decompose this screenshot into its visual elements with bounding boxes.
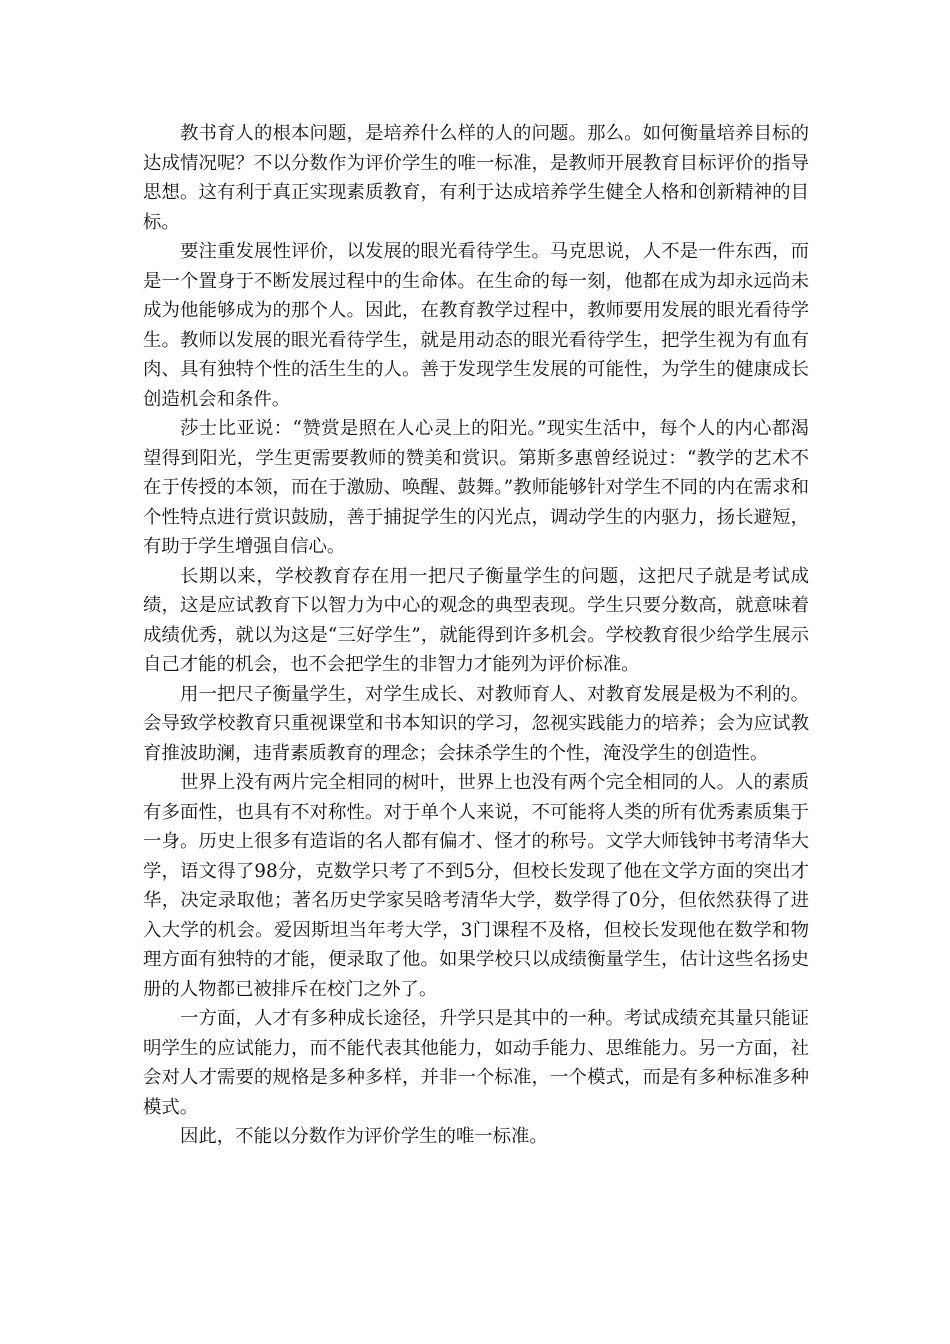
paragraph: 一方面，人才有多种成长途径，升学只是其中的一种。考试成绩充其量只能证明学生的应试能力，而不能代表其他能力，如动手能力、思维能力。另一方面，社会对人才需要的规格是多种多样，并非一个标准，一个模式，而是有多种标准多种模式。: [143, 1008, 809, 1118]
paragraph: 因此，不能以分数作为评价学生的唯一标准。: [180, 1126, 548, 1147]
paragraph: 莎士比亚说：“赞赏是照在人心灵上的阳光。”现实生活中，每个人的内心都渴望得到阳光，学生更需要教师的赞美和赏识。第斯多惠曾经说过：“教学的艺术不在于传授的本领，而在于激励、唤醒、鼓舞。”教师能够针对学生不同的内在需求和个性特点进行赏识鼓励，善于捕捉学生的闪光点，调动学生的内驱力，扬长避短，有助于学生增强自信心。: [143, 418, 809, 557]
paragraph: 教书育人的根本问题，是培养什么样的人的问题。那么。如何衡量培养目标的达成情况呢？不以分数作为评价学生的唯一标准，是教师开展教育目标评价的指导思想。这有利于真正实现素质教育，有利于达成培养学生健全人格和创新精神的目标。: [143, 123, 809, 233]
paragraph: 用一把尺子衡量学生，对学生成长、对教师育人、对教育发展是极为不利的。会导致学校教育只重视课堂和书本知识的学习，忽视实践能力的培养；会为应试教育推波助澜，违背素质教育的理念；会抹杀学生的个性，淹没学生的创造性。: [143, 683, 809, 764]
paragraph: 要注重发展性评价，以发展的眼光看待学生。马克思说，人不是一件东西，而是一个置身于不断发展过程中的生命体。在生命的每一刻，他都在成为却永远尚未成为他能够成为的那个人。因此，在教育教学过程中，教师要用发展的眼光看待学生。教师以发展的眼光看待学生，就是用动态的眼光看待学生，把学生视为有血有肉、具有独特个性的活生生的人。善于发现学生发展的可能性，为学生的健康成长创造机会和条件。: [143, 241, 809, 410]
paragraph: 长期以来，学校教育存在用一把尺子衡量学生的问题，这把尺子就是考试成绩，这是应试教育下以智力为中心的观念的典型表现。学生只要分数高，就意味着成绩优秀，就以为这是“三好学生”，就能得到许多机会。学校教育很少给学生展示自己才能的机会，也不会把学生的非智力才能列为评价标准。: [143, 565, 809, 675]
document-body: [143, 119, 809, 1152]
paragraph: 世界上没有两片完全相同的树叶，世界上也没有两个完全相同的人。人的素质有多面性，也具有不对称性。对于单个人来说，不可能将人类的所有优秀素质集于一身。历史上很多有造诣的名人都有偏才、怪才的称号。文学大师钱钟书考清华大学，语文得了98分，克数学只考了不到5分，但校长发现了他在文学方面的突出才华，决定录取他；著名历史学家吴晗考清华大学，数学得了0分，但依然获得了进入大学的机会。爱因斯坦当年考大学，3门课程不及格，但校长发现他在数学和物理方面有独特的才能，便录取了他。如果学校只以成绩衡量学生，估计这些名扬史册的人物都已被排斥在校门之外了。: [143, 772, 809, 1000]
